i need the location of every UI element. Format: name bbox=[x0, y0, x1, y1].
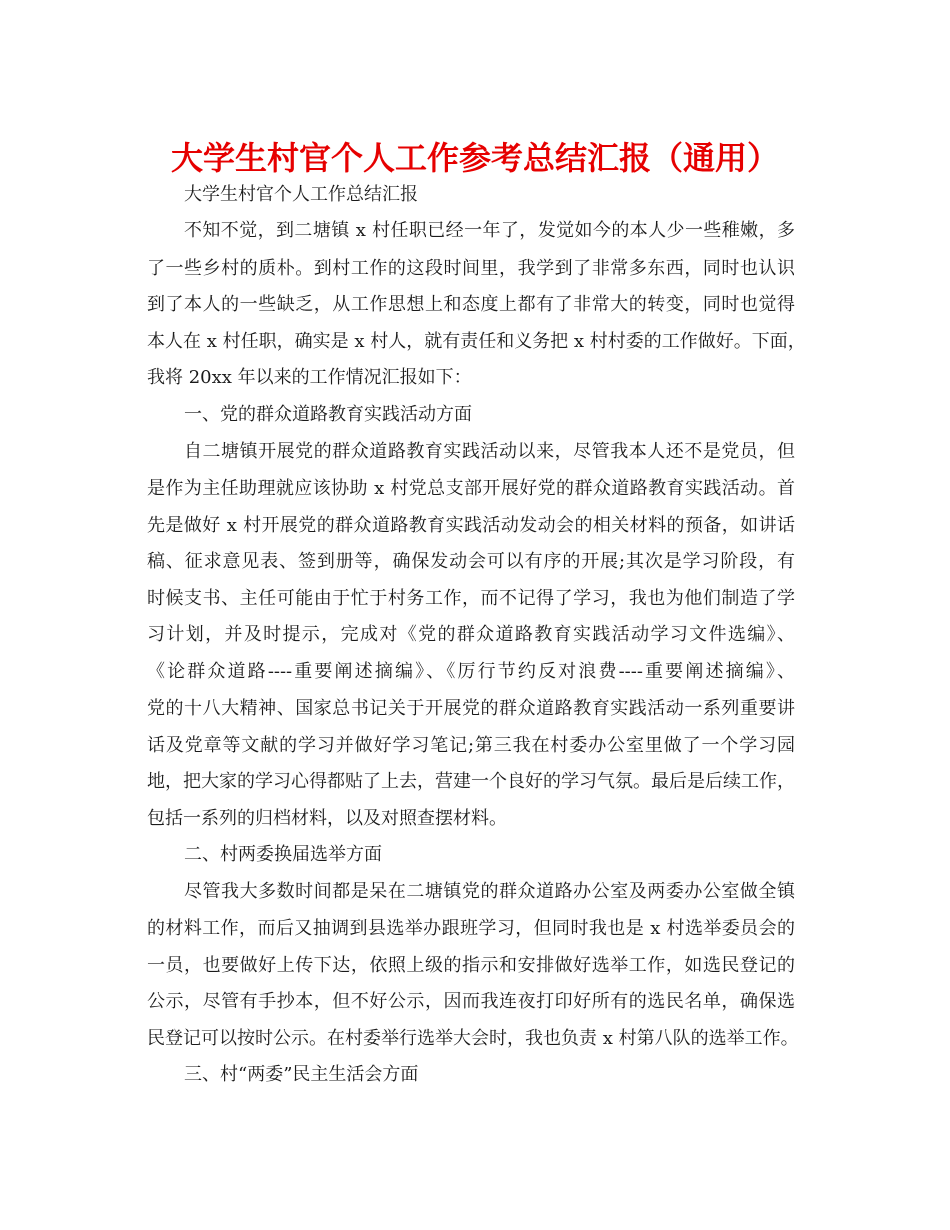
paragraph-line: 话及党章等文献的学习并做好学习笔记;第三我在村委办公室里做了一个学习园 bbox=[147, 735, 795, 756]
paragraph-line: 的材料工作，而后又抽调到县选举办跟班学习，但同时我也是 x 村选举委员会的 bbox=[147, 918, 795, 939]
paragraph-line: 习计划，并及时提示，完成对《党的群众道路教育实践活动学习文件选编》、 bbox=[147, 624, 795, 645]
paragraph-line: 党的十八大精神、国家总书记关于开展党的群众道路教育实践活动一系列重要讲 bbox=[147, 698, 795, 719]
paragraph-line: 民登记可以按时公示。在村委举行选举大会时，我也负责 x 村第八队的选举工作。 bbox=[147, 1028, 799, 1049]
section-heading-2: 二、村两委换届选举方面 bbox=[184, 844, 382, 865]
document-subtitle: 大学生村官个人工作总结汇报 bbox=[184, 184, 418, 205]
paragraph-line: 时候支书、主任可能由于忙于村务工作，而不记得了学习，我也为他们制造了学 bbox=[147, 588, 795, 609]
paragraph-line: 到了本人的一些缺乏，从工作思想上和态度上都有了非常大的转变，同时也觉得 bbox=[147, 294, 795, 315]
paragraph-line: 地，把大家的学习心得都贴了上去，营建一个良好的学习气氛。最后是后续工作， bbox=[147, 771, 795, 792]
paragraph-line: 不知不觉，到二塘镇 x 村任职已经一年了，发觉如今的本人少一些稚嫩，多 bbox=[184, 220, 795, 241]
paragraph-line: 我将 20xx 年以来的工作情况汇报如下： bbox=[147, 367, 472, 388]
paragraph-line: 本人在 x 村任职，确实是 x 村人，就有责任和义务把 x 村村委的工作做好。下面， bbox=[147, 331, 806, 352]
paragraph-line: 了一些乡村的质朴。到村工作的这段时间里，我学到了非常多东西，同时也认识 bbox=[147, 258, 795, 279]
paragraph-line: 自二塘镇开展党的群众道路教育实践活动以来，尽管我本人还不是党员，但 bbox=[184, 441, 795, 462]
paragraph-line: 一员，也要做好上传下达，依照上级的指示和安排做好选举工作，如选民登记的 bbox=[147, 955, 795, 976]
paragraph-line: 《论群众道路----重要阐述摘编》、《厉行节约反对浪费----重要阐述摘编》、 bbox=[147, 661, 795, 682]
paragraph-line: 公示，尽管有手抄本，但不好公示，因而我连夜打印好所有的选民名单，确保选 bbox=[147, 991, 795, 1012]
paragraph-line: 包括一系列的归档材料，以及对照查摆材料。 bbox=[147, 808, 507, 829]
paragraph-line: 先是做好 x 村开展党的群众道路教育实践活动发动会的相关材料的预备，如讲话 bbox=[147, 515, 795, 536]
paragraph-line: 尽管我大多数时间都是呆在二塘镇党的群众道路办公室及两委办公室做全镇 bbox=[184, 881, 795, 902]
paragraph-line: 稿、征求意见表、签到册等，确保发动会可以有序的开展;其次是学习阶段，有 bbox=[147, 551, 795, 572]
section-heading-3: 三、村“两委”民主生活会方面 bbox=[184, 1064, 419, 1085]
document-title: 大学生村官个人工作参考总结汇报（通用） bbox=[170, 139, 779, 177]
section-heading-1: 一、党的群众道路教育实践活动方面 bbox=[184, 404, 472, 425]
paragraph-line: 是作为主任助理就应该协助 x 村党总支部开展好党的群众道路教育实践活动。首 bbox=[147, 478, 795, 499]
